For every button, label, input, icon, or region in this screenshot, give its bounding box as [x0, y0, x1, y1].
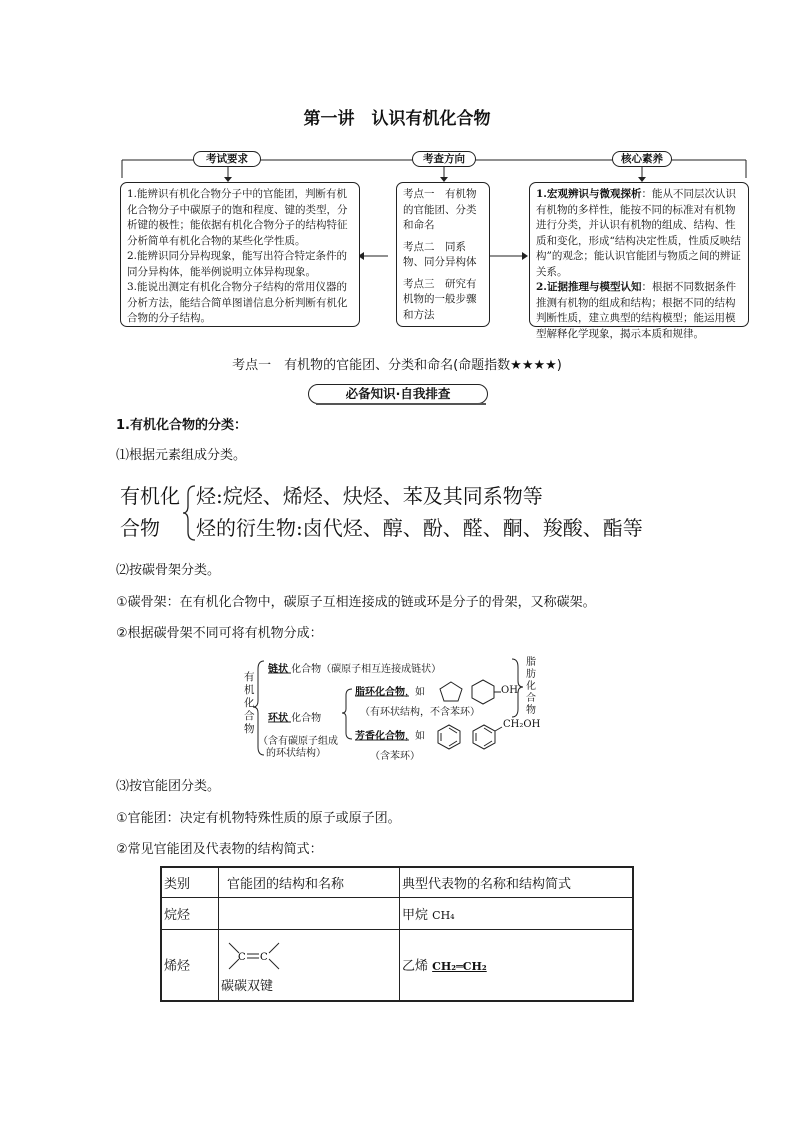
element-class-root-bottom: 合物 [120, 516, 160, 540]
table-cell-group [219, 897, 400, 929]
table-header-cell: 官能团的结构和名称 [219, 867, 400, 897]
heading-classification: 1.有机化合物的分类： [116, 418, 247, 433]
section-band: 必备知识·自我排查 [308, 384, 488, 404]
element-class-derivative: 烃的衍生物:卤代烃、醇、酚、醛、酮、羧酸、酯等 [196, 516, 643, 540]
double-bond-structure-icon [223, 939, 283, 975]
group-name: 碳碳双键 [221, 979, 274, 994]
exam-requirement-item: 2.能辨识同分异构现象，能写出符合特定条件的同分异构体，能举例说明立体异构现象。 [127, 250, 348, 278]
exam-point-item: 考点二 同系物、同分异构体 [403, 240, 477, 268]
alicyclic-compound: 脂环化合物，如 [355, 687, 425, 698]
exam-points-box [396, 182, 490, 327]
band-shadow [310, 402, 488, 406]
svg-text:C: C [238, 952, 246, 963]
core-literacy-item: 2.证据推理与模型认知：根据不同数据条件推测有机物的组成和结构；根据不同的结构判断性质，建立典型的结构模型；能运用模型解释化学现象，揭示本质和规律。 [536, 281, 736, 340]
ring-note-2: 的环状结构） [266, 748, 326, 759]
aromatic-note: （含苯环） [370, 751, 420, 762]
core-literacy-item: 1.宏观辨识与微观探析：能从不同层次认识有机物的多样性，能按不同的标准对有机物进行分类，并认识有机物的组成、结构、性质和变化，形成“结构决定性质，性质反映结构”的观念；能认识官能团与物质之间的辨证关系。 [536, 188, 741, 278]
exam-requirement-item: 1.能辨识有机化合物分子中的官能团，判断有机化合物分子中碳原子的饱和程度、键的类型，分析键的极性；能依据有机化合物分子的结构特征分析简单有机化合物的某些化学性质。 [127, 188, 348, 247]
table-header-cell: 典型代表物的名称和结构简式 [400, 867, 634, 897]
exam-point-item: 考点一 有机物的官能团、分类和命名 [403, 188, 477, 231]
subheading-skeleton: ⑵按碳骨架分类。 [116, 563, 221, 578]
table-row [161, 897, 633, 929]
para-functional-group-table-intro: ②常见官能团及代表物的结构简式： [116, 842, 323, 857]
para-skeleton-definition: ①碳骨架：在有机化合物中，碳原子互相连接成的链或环是分子的骨架，又称碳架。 [116, 595, 596, 610]
para-skeleton-split: ②根据碳骨架不同可将有机物分成： [116, 626, 323, 641]
ring-compound: 环状 化合物 [268, 713, 322, 724]
header-exam-requirements: 考试要求 [193, 151, 261, 167]
svg-text:C: C [260, 952, 268, 963]
aliphatic-compound: 脂肪化合物 [526, 657, 536, 716]
ch2oh-label: CH₂OH [503, 719, 541, 730]
exam-requirement-item: 3.能说出测定有机化合物分子结构的常用仪器的分析方法，能结合简单图谱信息分析判断有机化合物的分子结构。 [127, 281, 348, 324]
page-title: 第一讲 认识有机化合物 [303, 109, 491, 129]
header-exam-direction: 考查方向 [412, 151, 476, 167]
aromatic-compound: 芳香化合物，如 [355, 731, 425, 742]
table-cell-group [219, 929, 400, 1001]
ring-note-1: （含有碳原子组成 [258, 736, 338, 747]
core-literacy-box [529, 182, 749, 340]
table-cell-representative: 乙烯 CH₂═CH₂ [400, 929, 634, 1001]
table-header-row [161, 867, 633, 897]
table-cell-category: 烯烃 [161, 929, 219, 1001]
table-cell-category: 烷烃 [161, 897, 219, 929]
header-core-literacy: 核心素养 [612, 151, 672, 167]
subheading-element-composition: ⑴根据元素组成分类。 [116, 448, 247, 463]
skeleton-diagram [238, 655, 548, 765]
table-row [161, 929, 633, 1001]
exam-requirements-box [120, 182, 360, 327]
table-header-cell: 类别 [161, 867, 219, 897]
alicyclic-note: （有环状结构，不含苯环） [360, 707, 480, 718]
element-class-hydrocarbon: 烃:烷烃、烯烃、炔烃、苯及其同系物等 [196, 484, 543, 508]
hydroxyl-label: OH [501, 685, 518, 696]
skeleton-root: 有机化合物 [244, 671, 255, 735]
chain-compound: 链状 化合物（碳原子相互连接成链状） [268, 664, 442, 675]
exam-point-item: 考点三 研究有机物的一般步骤和方法 [403, 277, 477, 321]
element-class-root-top: 有机化 [120, 484, 180, 508]
exam-point-heading: 考点一 有机物的官能团、分类和命名(命题指数★★★★) [232, 358, 562, 373]
table-cell-representative: 甲烷 CH₄ [400, 897, 634, 929]
functional-group-table [160, 866, 634, 1002]
para-functional-group-def: ①官能团：决定有机物特殊性质的原子或原子团。 [116, 811, 401, 826]
subheading-functional-group: ⑶按官能团分类。 [116, 779, 221, 794]
